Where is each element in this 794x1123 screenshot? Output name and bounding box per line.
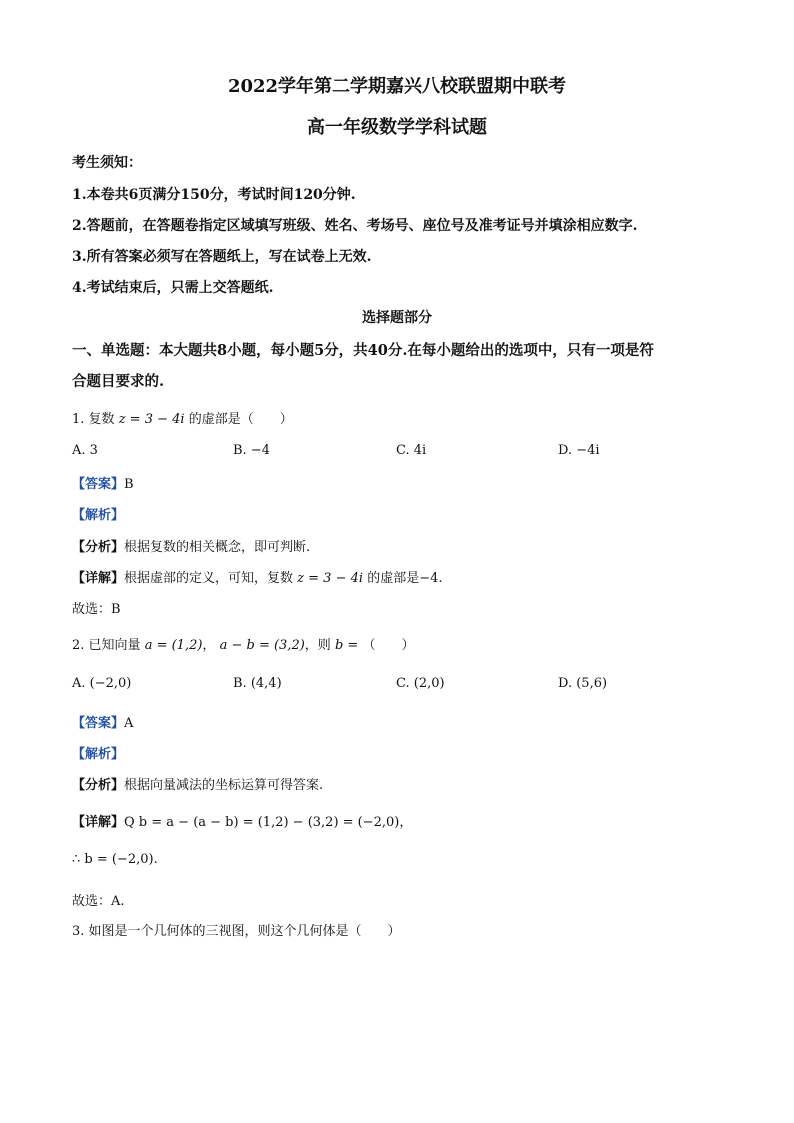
analysis-tag: 【解析】	[72, 747, 125, 762]
question-1-expression: z = 3 − 4i	[118, 412, 185, 427]
xiangjie-tag: 【详解】	[72, 571, 125, 586]
xiangjie-value: −4.	[419, 571, 443, 586]
option-d: D. (5,6)	[558, 676, 608, 691]
question-3: 3. 如图是一个几何体的三视图，则这个几何体是（ ）	[72, 924, 401, 939]
option-b: B. (4,4)	[233, 676, 282, 691]
question-2-expression-3: b =	[334, 638, 359, 653]
option-a: A. 3	[72, 443, 98, 458]
part-intro-line2: 合题目要求的.	[72, 373, 165, 390]
fenxi-tag: 【分析】	[72, 540, 125, 555]
question-2-mid: ，则	[304, 638, 331, 653]
question-2-expression-1: a = (1,2)	[144, 638, 203, 653]
fenxi-line	[72, 774, 323, 793]
answer-tag: 【答案】	[72, 716, 125, 731]
analysis-line	[72, 504, 124, 523]
option-a: A. (−2,0)	[72, 676, 132, 691]
xiangjie-tag: 【详解】	[72, 815, 125, 830]
answer-line	[72, 712, 133, 731]
part-intro-line1: 一、单选题：本大题共8小题，每小题5分，共40分.在每小题给出的选项中，只有一项是符	[72, 342, 654, 359]
option-c: C. (2,0)	[396, 676, 445, 691]
option-d: D. −4i	[558, 443, 600, 458]
answer-value: B	[124, 477, 134, 492]
fenxi-text: 根据复数的相关概念，即可判断.	[124, 540, 311, 555]
question-2-suffix: （ ）	[362, 638, 415, 653]
xiangjie-text: 根据虚部的定义，可知，复数	[124, 571, 294, 586]
choice-line: 故选：A.	[72, 894, 125, 909]
notice-item: 3.所有答案必须写在答题纸上，写在试卷上无效.	[72, 249, 372, 265]
question-2-separator: ，	[202, 638, 216, 653]
xiangjie-expression: z = 3 − 4i	[297, 571, 364, 586]
fenxi-text: 根据向量减法的坐标运算可得答案.	[124, 778, 324, 793]
answer-tag: 【答案】	[72, 477, 125, 492]
exam-subtitle: 高一年级数学学科试题	[307, 117, 487, 138]
question-1	[72, 408, 293, 427]
question-2-prefix: 2. 已知向量	[72, 638, 141, 653]
xiangjie-expression: Q b = a − (a − b) = (1,2) − (3,2) = (−2,0)，	[124, 815, 413, 830]
exam-title: 2022学年第二学期嘉兴八校联盟期中联考	[227, 76, 567, 97]
option-b: B. −4	[233, 443, 270, 458]
answer-line	[72, 473, 134, 492]
choice-line: 故选：B	[72, 602, 121, 617]
xiangjie-line	[72, 811, 412, 830]
option-c: C. 4i	[396, 443, 427, 458]
notice-item: 2.答题前，在答题卷指定区域填写班级、姓名、考场号、座位号及准考证号并填涂相应数字.	[72, 218, 638, 234]
analysis-line	[72, 743, 124, 762]
fenxi-tag: 【分析】	[72, 778, 125, 793]
notice-item: 1.本卷共6页满分150分，考试时间120分钟.	[72, 187, 356, 203]
therefore-line: ∴ b = (−2,0).	[72, 852, 158, 867]
xiangjie-mid: 的虚部是	[367, 571, 420, 586]
question-1-suffix: 的虚部是（ ）	[188, 412, 293, 427]
section-title: 选择题部分	[362, 310, 432, 326]
notice-heading: 考生须知：	[72, 155, 142, 171]
analysis-tag: 【解析】	[72, 508, 125, 523]
xiangjie-line	[72, 567, 443, 586]
question-1-prefix: 1. 复数	[72, 412, 115, 427]
fenxi-line	[72, 536, 310, 555]
notice-item: 4.考试结束后，只需上交答题纸.	[72, 280, 274, 296]
question-2-expression-2: a − b = (3,2)	[219, 638, 305, 653]
answer-value: A	[124, 716, 134, 731]
question-2	[72, 634, 414, 653]
